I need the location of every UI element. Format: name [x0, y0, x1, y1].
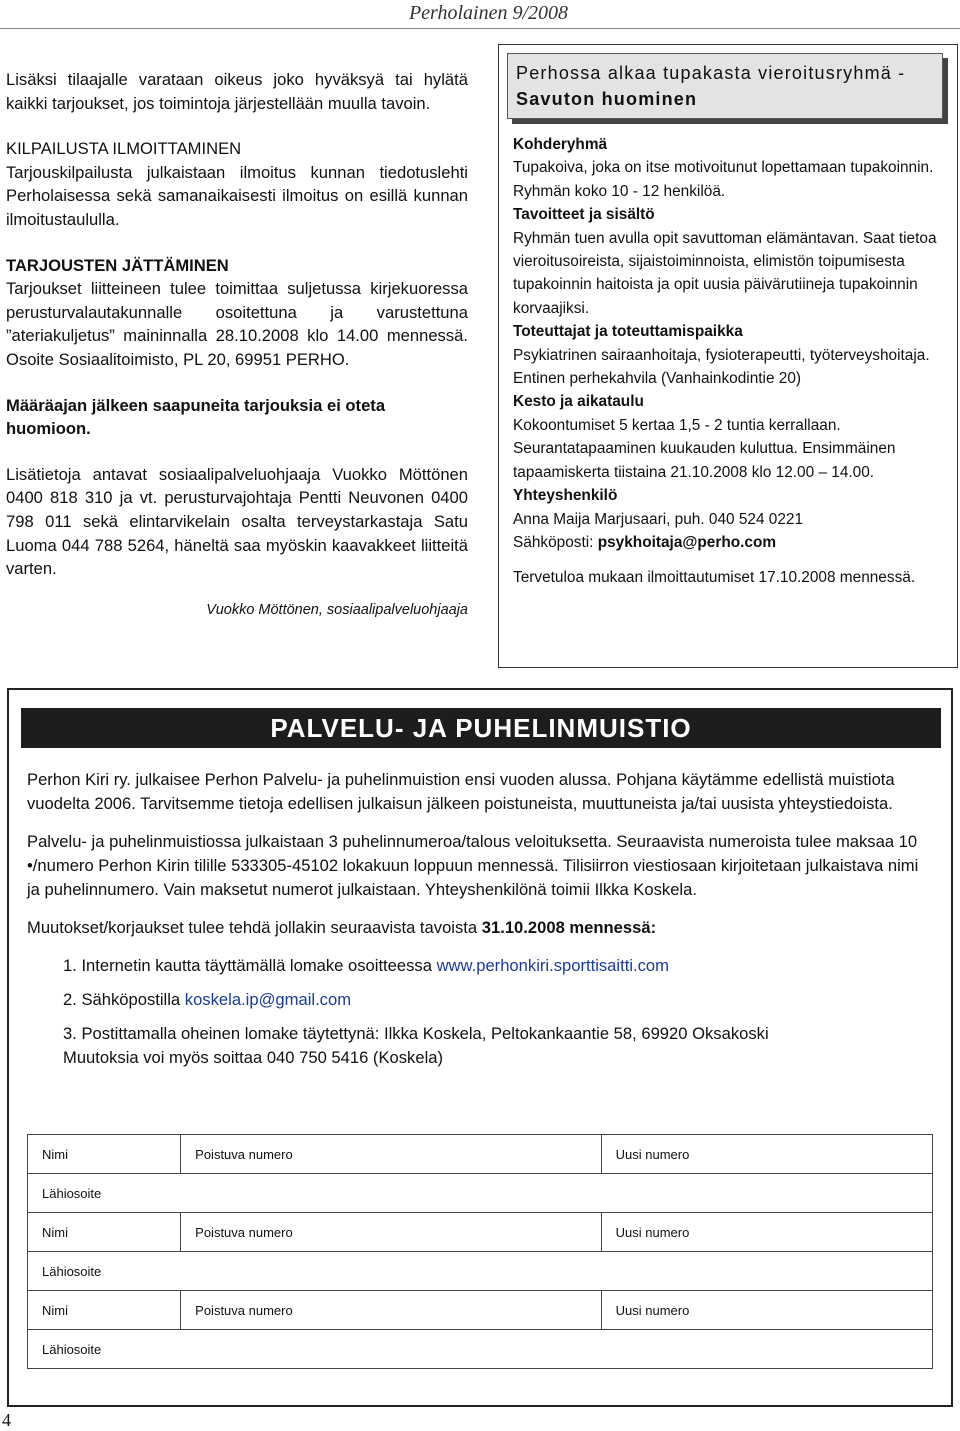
- methods-list: [63, 954, 935, 1070]
- signature: Vuokko Möttönen, sosiaalipalveluohjaaja: [206, 601, 468, 618]
- section-text: Ryhmän tuen avulla opit savuttoman elämäntavan. Saat tietoa vieroitusoireista, sijaistoiminnoista, elimistön toipumisesta tupakoinnin haitoista ja opit uusia päivärutiineja tupakoinnin korvaajiksi.: [513, 229, 937, 317]
- form-row: [28, 1135, 933, 1174]
- page-number: 4: [2, 1410, 11, 1430]
- old-number-field[interactable]: Poistuva numero: [181, 1291, 601, 1330]
- old-number-field[interactable]: Poistuva numero: [181, 1213, 601, 1252]
- form-row: [28, 1330, 933, 1369]
- box-content: [513, 133, 941, 590]
- email-label: Sähköposti:: [513, 533, 594, 551]
- list-item-text: 1. Internetin kautta täyttämällä lomake osoitteessa: [63, 956, 432, 975]
- address-field[interactable]: Lähiosoite: [28, 1330, 933, 1369]
- section-heading: Kesto ja aikataulu: [513, 393, 644, 411]
- section-heading: Kohderyhmä: [513, 136, 608, 153]
- new-number-field[interactable]: Uusi numero: [601, 1291, 932, 1330]
- paragraph: Perhon Kiri ry. julkaisee Perhon Palvelu- ja puhelinmuistion ensi vuoden alussa. Pohjana käytämme edellistä muistiota vuodelta 2006. Tarvitsemme tietoja edellisen julkaisun jälkeen poistuneista, muuttuneista ja/tai uusista yhteystiedoista.: [27, 770, 895, 813]
- section-text: Psykiatrinen sairaanhoitaja, fysioterapeutti, työterveyshoitaja. Entinen perhekahvila (Vanhainkodintie 20): [513, 346, 930, 388]
- contact-person: Anna Maija Marjusaari, puh. 040 524 0221: [513, 510, 804, 528]
- smoking-group-box: [498, 44, 958, 668]
- left-column: [6, 68, 468, 622]
- page-header: Perholainen 9/2008: [408, 2, 568, 24]
- box-title: [507, 53, 943, 119]
- section-heading: Yhteyshenkilö: [513, 487, 618, 505]
- section-text: Tupakoiva, joka on itse motivoitunut lopettamaan tupakoinnin. Ryhmän koko 10 - 12 henkilöä.: [513, 159, 934, 200]
- new-number-field[interactable]: Uusi numero: [601, 1213, 932, 1252]
- paragraph: Tarjouskilpailusta julkaistaan ilmoitus kunnan tiedotuslehti Perholaisessa sekä samanaikaisesti ilmoitus on esillä kunnan ilmoitustaululla.: [6, 162, 468, 229]
- section-heading: Tavoitteet ja sisältö: [513, 206, 655, 224]
- box-title-line1: Perhossa alkaa tupakasta vieroitusryhmä -: [516, 63, 906, 83]
- list-item: [63, 954, 935, 978]
- directory-text: [27, 768, 935, 1070]
- address-field[interactable]: Lähiosoite: [28, 1252, 933, 1291]
- list-item: [63, 988, 935, 1012]
- heading: TARJOUSTEN JÄTTÄMINEN: [6, 255, 229, 275]
- email-link[interactable]: koskela.ip@gmail.com: [184, 990, 352, 1009]
- service-directory-box: [7, 688, 953, 1407]
- website-link[interactable]: www.perhonkiri.sporttisaitti.com: [436, 956, 669, 975]
- banner-title: PALVELU- JA PUHELINMUISTIO: [21, 708, 941, 748]
- list-item-continued: Muutoksia voi myös soittaa 040 750 5416 (Koskela): [63, 1048, 444, 1067]
- new-number-field[interactable]: Uusi numero: [601, 1135, 932, 1174]
- paragraph-text: Muutokset/korjaukset tulee tehdä jollakin seuraavista tavoista: [27, 918, 478, 937]
- contact-email-line: [513, 531, 941, 554]
- form-row: [28, 1213, 933, 1252]
- paragraph: [27, 916, 935, 940]
- deadline: 31.10.2008 mennessä:: [481, 918, 657, 937]
- name-field[interactable]: Nimi: [28, 1291, 181, 1330]
- email-value: psykhoitaja@perho.com: [597, 533, 777, 551]
- address-field[interactable]: Lähiosoite: [28, 1174, 933, 1213]
- section-heading: Toteuttajat ja toteuttamispaikka: [513, 323, 743, 341]
- name-field[interactable]: Nimi: [28, 1135, 181, 1174]
- heading: KILPAILUSTA ILMOITTAMINEN: [6, 139, 242, 159]
- paragraph: Tarjoukset liitteineen tulee toimittaa suljetussa kirjekuoressa perusturvalautakunnalle osoitettuna ja varustettuna ”ateriakuljetus” maininnalla 28.10.2008 klo 14.00 mennessä. Osoite Sosiaalitoimisto, PL 20, 69951 PERHO.: [6, 279, 468, 369]
- paragraph: Lisäksi tilaajalle varataan oikeus joko hyväksyä tai hylätä kaikki tarjoukset, jos toimintoja järjestellään muulla tavoin.: [6, 70, 468, 113]
- list-item-text: 2. Sähköpostilla: [63, 990, 181, 1009]
- name-field[interactable]: Nimi: [28, 1213, 181, 1252]
- bold-notice: Määräajan jälkeen saapuneita tarjouksia ei oteta huomioon.: [6, 395, 386, 439]
- section-text: Kokoontumiset 5 kertaa 1,5 - 2 tuntia kerrallaan. Seurantatapaaminen kuukauden kuluttua. Ensimmäinen tapaamiskerta tiistaina 21.10.2008 klo 12.00 – 14.00.: [513, 416, 896, 481]
- form-row: [28, 1174, 933, 1213]
- old-number-field[interactable]: Poistuva numero: [181, 1135, 601, 1174]
- paragraph: Lisätietoja antavat sosiaalipalveluohjaaja Vuokko Möttönen 0400 818 310 ja vt. perusturvajohtaja Pentti Neuvonen 0400 798 011 sekä elintarvikelain osalta terveystarkastaja Satu Luoma 044 788 5264, häneltä saa myöskin kaavakkeet liitteitä varten.: [6, 464, 468, 579]
- header-rule: [0, 28, 960, 29]
- list-item: 3. Postittamalla oheinen lomake täytettynä: Ilkka Koskela, Peltokankaantie 58, 69920 Oksakoski: [63, 1024, 769, 1043]
- form-row: [28, 1291, 933, 1330]
- change-form: [27, 1134, 933, 1369]
- welcome-text: Tervetuloa mukaan ilmoittautumiset 17.10.2008 mennessä.: [513, 569, 916, 587]
- paragraph: Palvelu- ja puhelinmuistiossa julkaistaan 3 puhelinnumeroa/talous veloituksetta. Seuraavista numeroista tulee maksaa 10 •/numero Perhon Kirin tilille 533305-45102 lokakuun loppuun mennessä. Tilisiirron viestiosaan kirjoitetaan julkaistava nimi ja puhelinnumero. Vain maksetut numerot julkaistaan. Yhteyshenkilönä toimii Ilkka Koskela.: [27, 832, 919, 899]
- box-title-line2: Savuton huominen: [516, 89, 698, 109]
- form-row: [28, 1252, 933, 1291]
